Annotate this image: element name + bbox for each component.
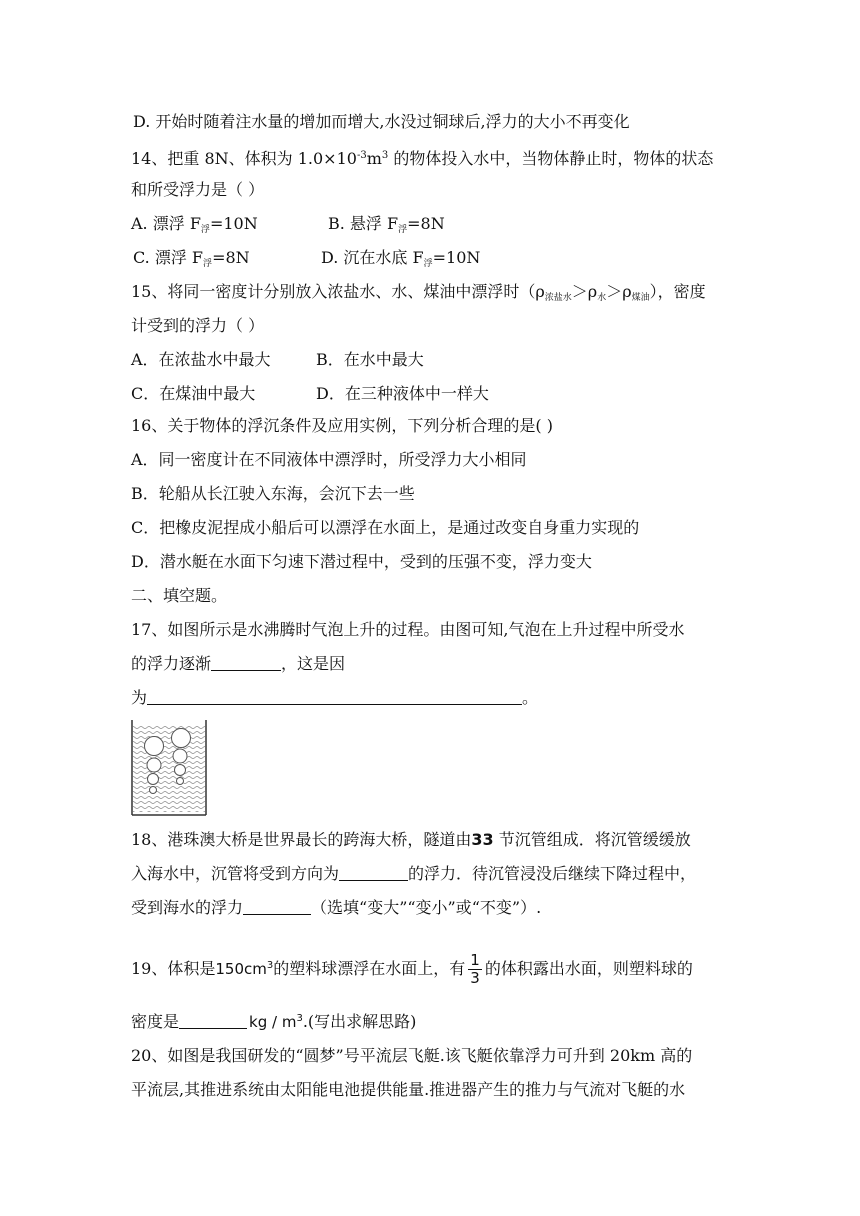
- boiling-bubbles-figure: [131, 720, 207, 816]
- answer-blank[interactable]: [179, 1012, 247, 1029]
- q14-option-a: A. 漂浮 $F_浮=10N$: [131, 214, 258, 235]
- q18-stem-line2: 入海水中，沉管将受到方向为 的浮力．待沉管浸没后继续下降过程中，: [131, 864, 697, 883]
- q18-stem-line1: 18、港珠澳大桥是世界最长的跨海大桥，隧道由33 节沉管组成．将沉管缓缓放: [131, 830, 691, 849]
- answer-blank[interactable]: [339, 864, 408, 881]
- q15-option-b: B．在水中最大: [316, 350, 424, 369]
- q15-stem-line1: 15、将同一密度计分别放入浓盐水、水、煤油中漂浮时$(\rho_{浓盐水}>\rho_水>\rho_{煤油})$，密度: [131, 282, 706, 303]
- q19-stem-line1: 19、体积是$150cm^3$的塑料球漂浮在水面上，有 $\frac{1}{3}$ 的体积露出水面，则塑料球的: [131, 951, 693, 987]
- answer-blank[interactable]: [243, 898, 311, 915]
- q19-stem-line2: 密度是 kg / $m^3$.(写出求解思路): [131, 1012, 417, 1031]
- q16-option-c: C．把橡皮泥捏成小船后可以漂浮在水面上，是通过改变自身重力实现的: [131, 518, 640, 537]
- q20-stem-line1: 20、如图是我国研发的“圆梦”号平流层飞艇.该飞艇依靠浮力可升到 20km 高的: [131, 1046, 693, 1065]
- q16-stem: 16、关于物体的浮沉条件及应用实例，下列分析合理的是( ): [131, 416, 553, 435]
- q15-stem-line2: 计受到的浮力（ ）: [131, 316, 265, 335]
- section-heading-fill-in: 二、填空题。: [131, 586, 228, 605]
- fraction-one-third: $\frac{1}{3}$: [470, 951, 480, 987]
- answer-blank[interactable]: [147, 688, 522, 705]
- q13-option-d: D. 开始时随着注水量的增加而增大,水没过铜球后,浮力的大小不再变化: [133, 112, 630, 131]
- q15-option-c: C．在煤油中最大: [131, 384, 256, 403]
- q14-stem-line1: 14、把重 8N、体积为 $1.0\times 10^{-3}m^3$ 的物体投入水中，当物体静止时，物体的状态: [131, 149, 714, 168]
- q15-option-a: A．在浓盐水中最大: [131, 350, 271, 369]
- q18-stem-line3: 受到海水的浮力 （选填“变大”“变小”或“不变”）.: [131, 898, 542, 917]
- answer-blank[interactable]: [211, 654, 281, 671]
- q17-stem-line2: 的浮力逐渐 ，这是因: [131, 654, 346, 673]
- q16-option-b: B．轮船从长江驶入东海，会沉下去一些: [131, 484, 415, 503]
- q14-option-b: B. 悬浮 $F_浮=8N$: [328, 214, 445, 235]
- q16-option-d: D．潜水艇在水面下匀速下潜过程中，受到的压强不变，浮力变大: [131, 552, 592, 571]
- q17-stem-line3: 为 。: [131, 688, 539, 707]
- q14-option-d: D. 沉在水底 $F_浮=10N$: [321, 248, 481, 269]
- q15-option-d: D．在三种液体中一样大: [316, 384, 489, 403]
- q14-option-c: C. 漂浮 $F_浮=8N$: [133, 248, 250, 269]
- q14-stem-line2: 和所受浮力是（ ）: [131, 180, 265, 199]
- q20-stem-line2: 平流层,其推进系统由太阳能电池提供能量.推进器产生的推力与气流对飞艇的水: [131, 1080, 686, 1099]
- q16-option-a: A．同一密度计在不同液体中漂浮时，所受浮力大小相同: [131, 450, 527, 469]
- q17-stem-line1: 17、如图所示是水沸腾时气泡上升的过程。由图可知,气泡在上升过程中所受水: [131, 620, 685, 639]
